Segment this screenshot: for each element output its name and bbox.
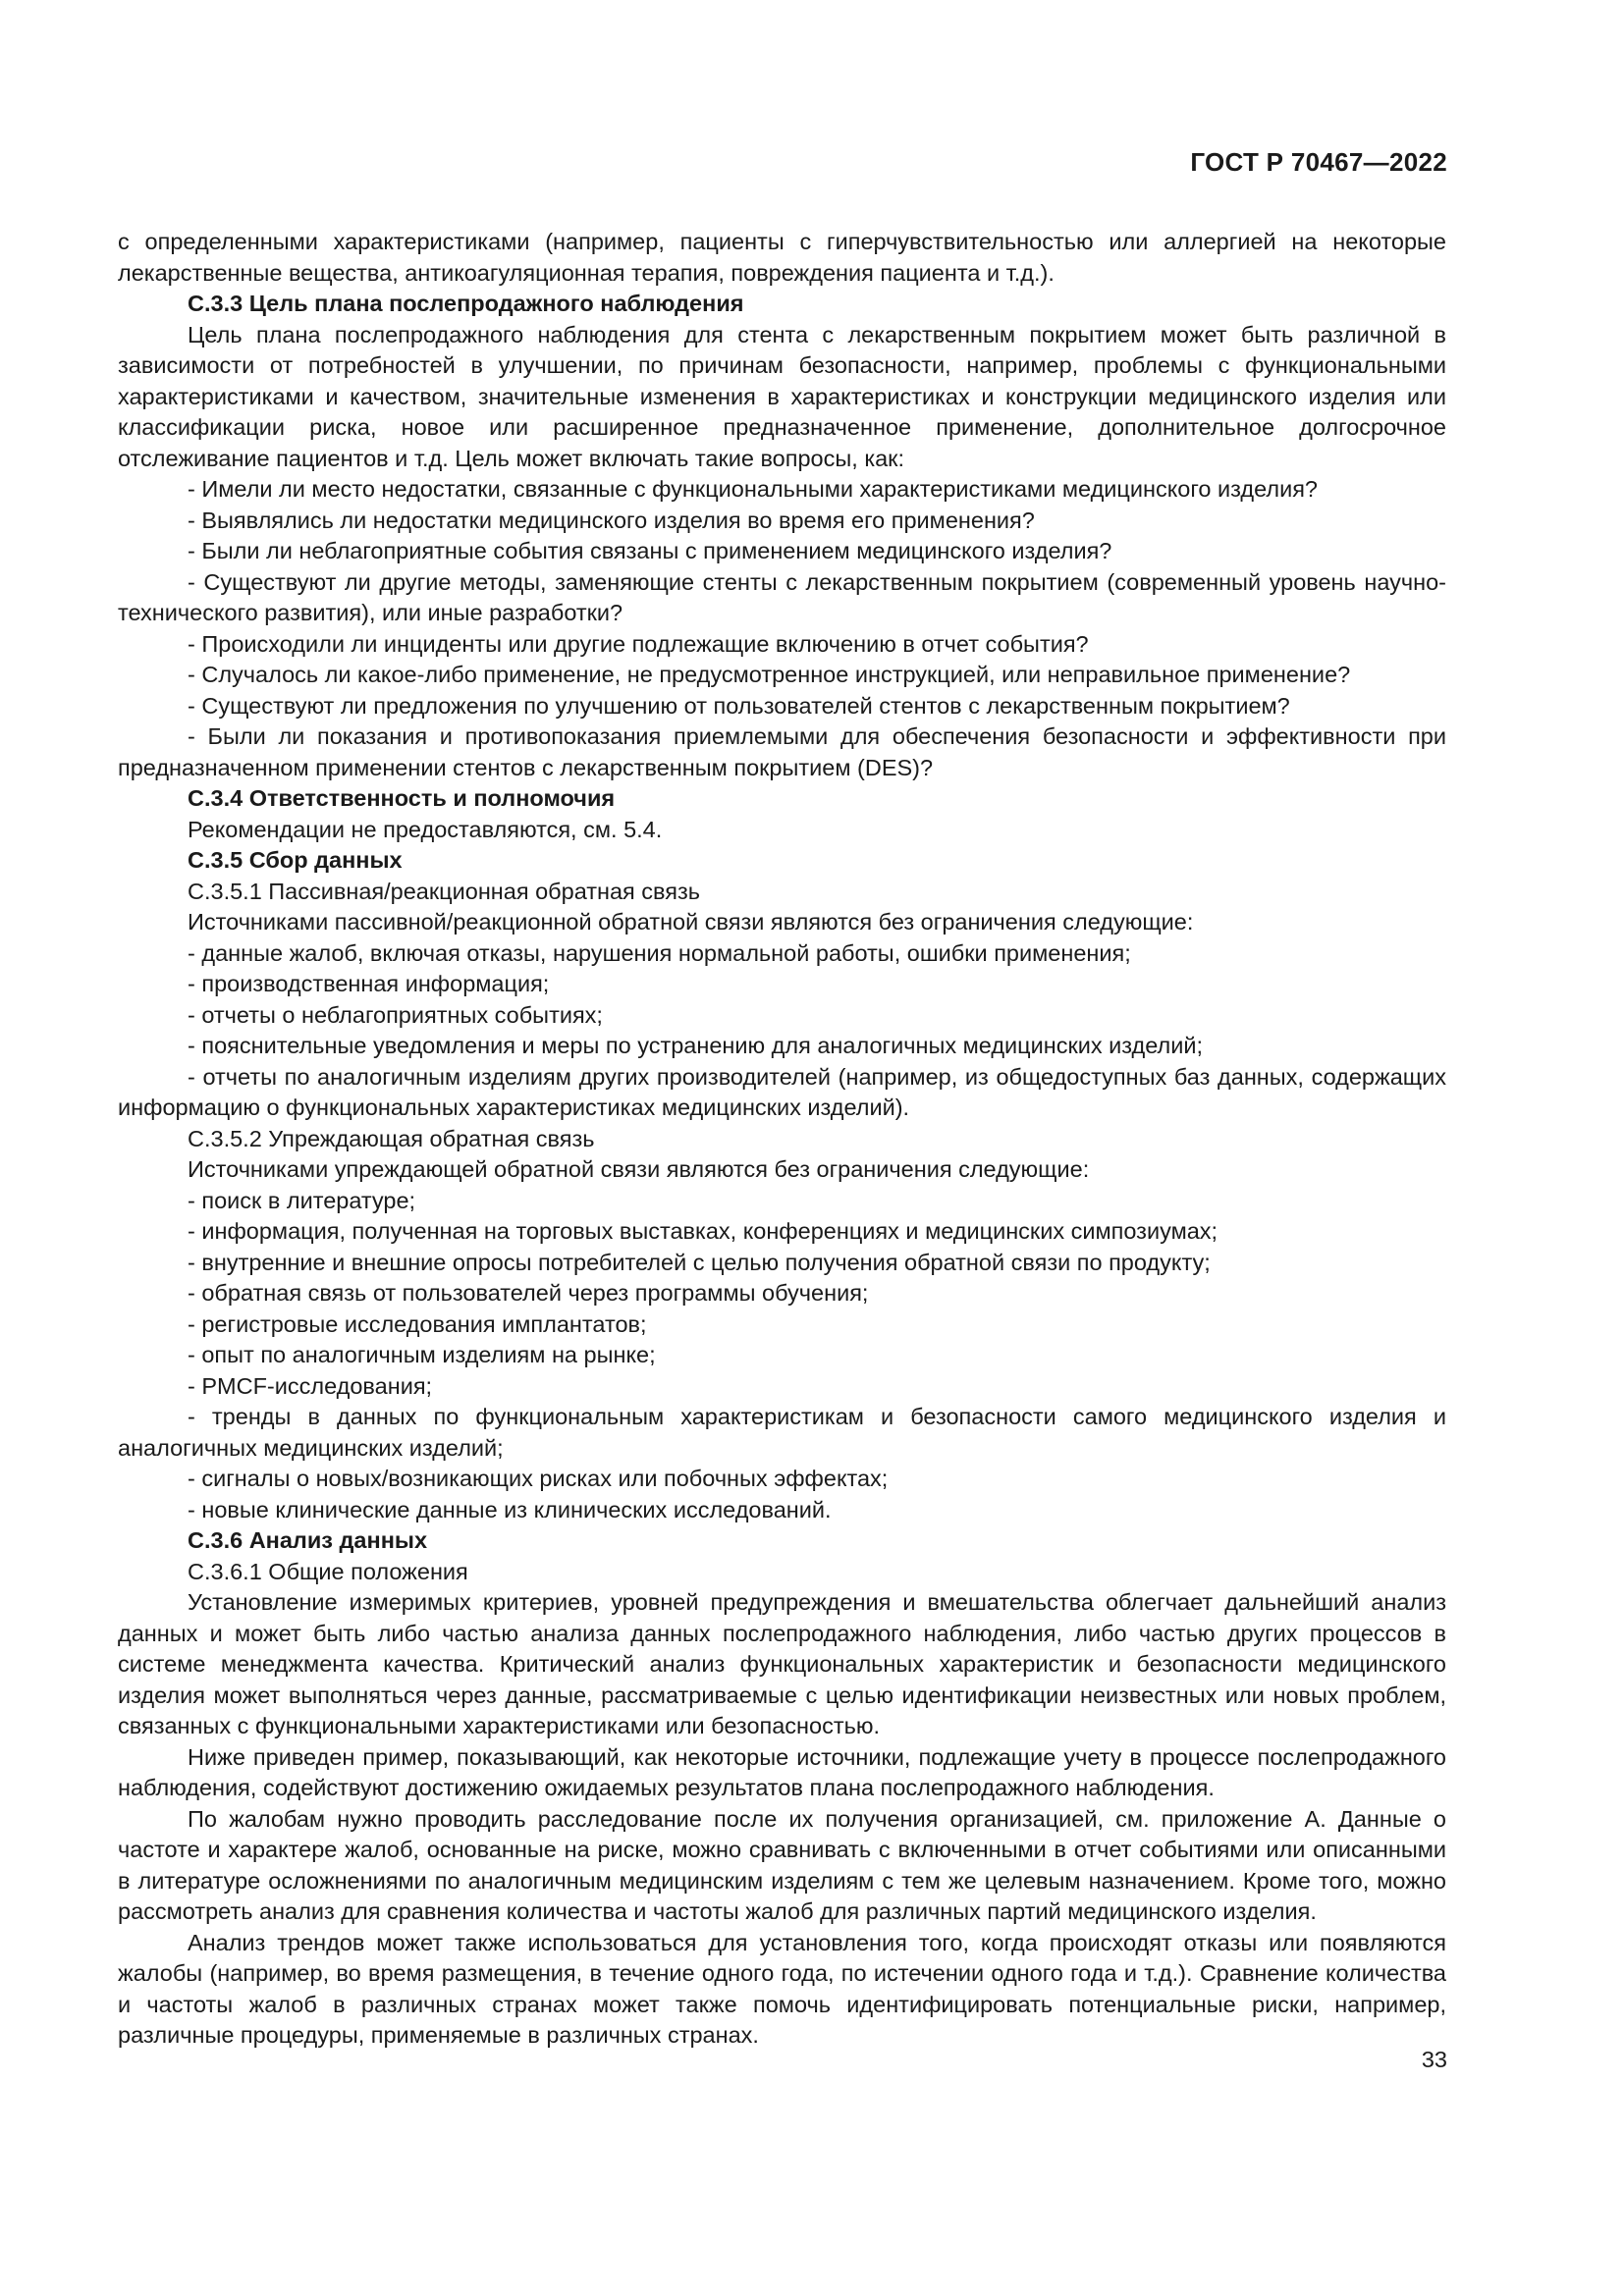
paragraph: - регистровые исследования имплантатов; [188, 1310, 647, 1337]
paragraph: Установление измеримых критериев, уровней предупреждения и вмешательства облегчает дальнейший анализ данных и может быть либо частью анализа данных послепродажного наблюдения, либо частью других процессов в системе менеджмента качества. Критический анализ функциональных характеристик и безопасности медицинского изделия может выполняться через данные, рассматриваемые с целью идентификации неизвестных или новых проблем, связанных с функциональными характеристиками или безопасностью. [118, 1589, 1446, 1738]
paragraph: - новые клинические данные из клинических исследований. [188, 1496, 832, 1522]
document-body [118, 227, 1446, 2052]
paragraph: Анализ трендов может также использоваться для установления того, когда происходят отказы или появляются жалобы (например, во время размещения, в течение одного года, по истечении одного года и т.д.). Сравнение количества и частоты жалоб в различных странах может также помочь идентифицировать потенциальные риски, например, различные процедуры, применяемые в различных странах. [118, 1929, 1446, 2048]
paragraph: - Выявлялись ли недостатки медицинского изделия во время его применения? [188, 507, 1035, 533]
section-heading: С.3.5 Сбор данных [188, 847, 403, 873]
paragraph: - поиск в литературе; [188, 1187, 416, 1213]
paragraph: - информация, полученная на торговых выставках, конференциях и медицинских симпозиумах; [188, 1218, 1218, 1244]
paragraph: Ниже приведен пример, показывающий, как некоторые источники, подлежащие учету в процессе послепродажного наблюдения, содействуют достижению ожидаемых результатов плана послепродажного наблюдения. [118, 1743, 1446, 1800]
paragraph: - пояснительные уведомления и меры по устранению для аналогичных медицинских изделий; [188, 1033, 1204, 1058]
paragraph: - отчеты по аналогичным изделиям других производителей (например, из общедоступных баз данных, содержащих информацию о функциональных характеристиках медицинских изделий). [118, 1063, 1446, 1120]
section-heading: С.3.6 Анализ данных [188, 1527, 428, 1553]
paragraph: С.3.5.1 Пассивная/реакционная обратная связь [188, 878, 701, 904]
paragraph: - PMCF-исследования; [188, 1372, 433, 1399]
paragraph: - опыт по аналогичным изделиям на рынке; [188, 1342, 656, 1367]
paragraph: - данные жалоб, включая отказы, нарушения нормальной работы, ошибки применения; [188, 939, 1131, 966]
section-heading: С.3.4 Ответственность и полномочия [188, 785, 616, 811]
paragraph: - Существуют ли предложения по улучшению от пользователей стентов с лекарственным покрытием? [188, 692, 1290, 719]
paragraph: - Существуют ли другие методы, заменяющие стенты с лекарственным покрытием (современный уровень научно-технического развития), или иные разработки? [118, 568, 1446, 625]
paragraph: - внутренние и внешние опросы потребителей с целью получения обратной связи по продукту; [188, 1249, 1211, 1275]
paragraph: - Происходили ли инциденты или другие подлежащие включению в отчет события? [188, 630, 1089, 657]
section-heading: С.3.3 Цель плана послепродажного наблюдения [188, 291, 744, 316]
page-number: 33 [1421, 2047, 1447, 2072]
paragraph: - отчеты о неблагоприятных событиях; [188, 1001, 603, 1028]
paragraph: Рекомендации не предоставляются, см. 5.4. [188, 816, 663, 842]
paragraph: Источниками упреждающей обратной связи являются без ограничения следующие: [188, 1156, 1090, 1182]
paragraph: - тренды в данных по функциональным характеристикам и безопасности самого медицинского изделия и аналогичных медицинских изделий; [118, 1404, 1446, 1461]
paragraph: По жалобам нужно проводить расследование после их получения организацией, см. приложение А. Данные о частоте и характере жалоб, основанные на риске, можно сравнивать с включенными в отчет событиями или описанными в литературе осложнениями по аналогичным медицинским изделиям с тем же целевым назначением. Кроме того, можно рассмотреть анализ для сравнения количества и частоты жалоб для различных партий медицинского изделия. [118, 1805, 1446, 1924]
paragraph: - Были ли неблагоприятные события связаны с применением медицинского изделия? [188, 538, 1112, 563]
paragraph: - обратная связь от пользователей через программы обучения; [188, 1280, 869, 1306]
paragraph: С.3.5.2 Упреждающая обратная связь [188, 1125, 595, 1151]
paragraph: Цель плана послепродажного наблюдения для стента с лекарственным покрытием может быть различной в зависимости от потребностей в улучшении, по причинам безопасности, например, проблемы с функциональными характеристиками и качеством, значительные изменения в характеристиках и конструкции медицинского изделия или классификации риска, новое или расширенное предназначенное применение, дополнительное долгосрочное отслеживание пациентов и т.д. Цель может включать такие вопросы, как: [118, 321, 1446, 471]
paragraph: - сигналы о новых/возникающих рисках или побочных эффектах; [188, 1466, 889, 1491]
paragraph: - Случалось ли какое-либо применение, не предусмотренное инструкцией, или неправильное применение? [188, 662, 1351, 687]
paragraph: Источниками пассивной/реакционной обратной связи являются без ограничения следующие: [188, 909, 1194, 934]
document-code-header: ГОСТ Р 70467—2022 [1190, 147, 1447, 177]
paragraph: - производственная информация; [188, 971, 550, 996]
paragraph: с определенными характеристиками (например, пациенты с гиперчувствительностью или аллергией на некоторые лекарственные вещества, антикоагуляционная терапия, повреждения пациента и т.д.). [118, 229, 1446, 286]
paragraph: - Имели ли место недостатки, связанные с функциональными характеристиками медицинского изделия? [188, 476, 1319, 502]
paragraph: - Были ли показания и противопоказания приемлемыми для обеспечения безопасности и эффективности при предназначенном применении стентов с лекарственным покрытием (DES)? [118, 723, 1446, 780]
paragraph: С.3.6.1 Общие положения [188, 1558, 468, 1584]
